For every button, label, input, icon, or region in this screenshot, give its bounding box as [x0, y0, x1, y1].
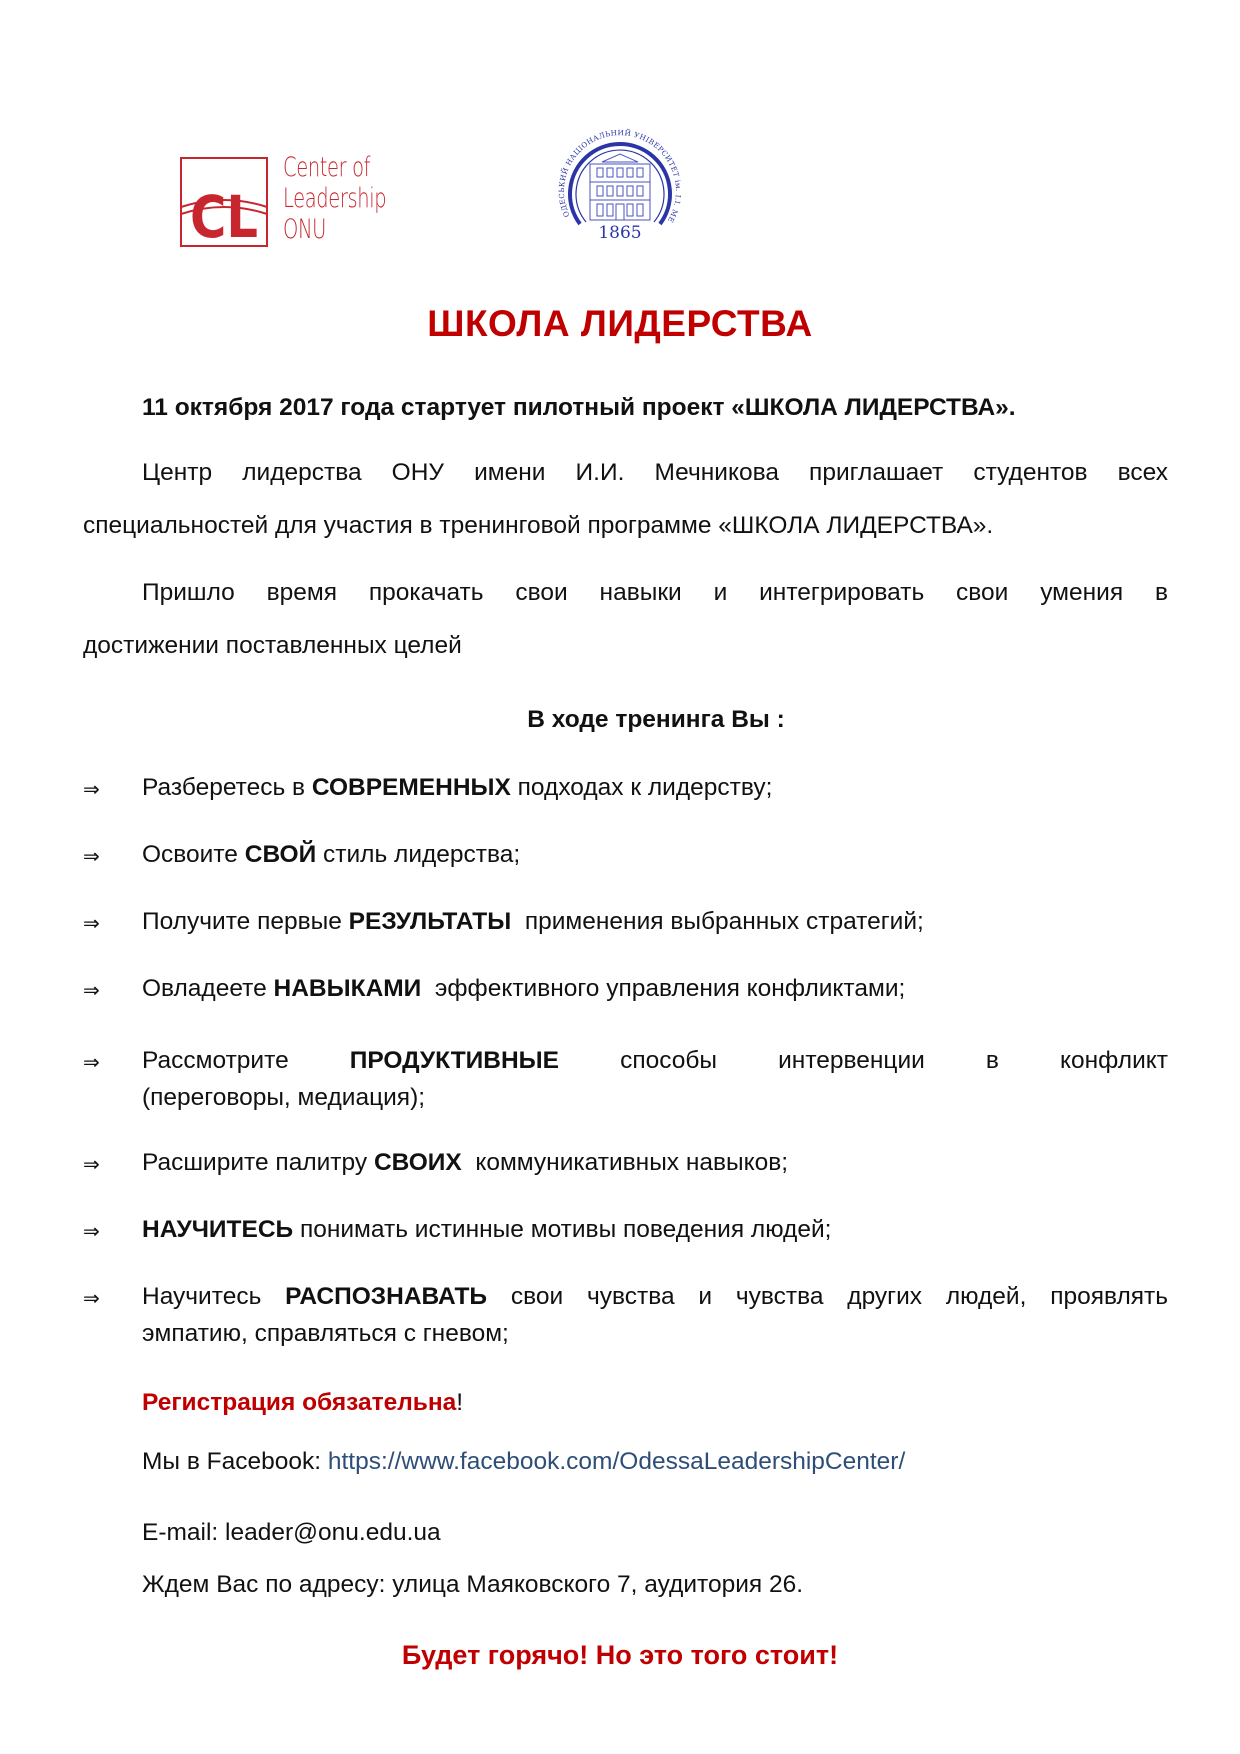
- paragraph-2-line-1: Пришло время прокачать свои навыки и интегрировать свои умения в: [142, 579, 1168, 606]
- cl-monogram-text: CL: [190, 183, 258, 249]
- list-heading: В ходе тренинга Вы :: [527, 706, 785, 733]
- address-line: Ждем Вас по адресу: улица Маяковского 7, аудитория 26.: [142, 1571, 804, 1598]
- list-item: Получите первые РЕЗУЛЬТАТЫ применения выбранных стратегий;: [142, 908, 924, 935]
- list-item: Расширите палитру СВОИХ коммуникативных навыков;: [142, 1149, 789, 1176]
- list-item-continuation: (переговоры, медиация);: [142, 1084, 426, 1111]
- closing-slogan: Будет горячо! Но это того стоит!: [401, 1640, 839, 1670]
- cl-logo-text: [283, 152, 386, 245]
- emphasis: НАУЧИТЕСЬ: [142, 1216, 294, 1243]
- arrow-bullet-icon: ⇒: [83, 844, 100, 868]
- document-title: ШКОЛА ЛИДЕРСТВА: [427, 303, 813, 344]
- paragraph-1-line-1: Центр лидерства ОНУ имени И.И. Мечникова приглашает студентов всех: [142, 459, 1168, 486]
- arrow-bullet-icon: ⇒: [83, 1286, 100, 1310]
- arrow-bullet-icon: ⇒: [83, 1152, 100, 1176]
- email-label: E-mail:: [142, 1519, 226, 1546]
- emphasis: СОВРЕМЕННЫХ: [311, 774, 511, 801]
- cl-logo-line-1: Center of: [283, 152, 371, 183]
- list-item: Разберетесь в СОВРЕМЕННЫХ подходах к лидерству;: [142, 774, 773, 801]
- emphasis: ПРОДУКТИВНЫЕ: [349, 1047, 559, 1074]
- arrow-bullet-icon: ⇒: [83, 978, 100, 1002]
- registration-required-text: Регистрация обязательна: [142, 1389, 457, 1416]
- seal-arc-text: ОДЕСЬКИЙ НАЦІОНАЛЬНИЙ УНІВЕРСИТЕТ ім. І.І. МЕ: [556, 128, 684, 225]
- university-seal-logo: [550, 112, 690, 267]
- facebook-link[interactable]: https://www.facebook.com/OdessaLeadershipCenter/: [327, 1448, 906, 1475]
- list-item-continuation: эмпатию, справляться с гневом;: [142, 1320, 509, 1347]
- email-line: [142, 1518, 441, 1548]
- arrow-bullet-icon: ⇒: [83, 1050, 100, 1074]
- emphasis: НАВЫКАМИ: [273, 975, 422, 1002]
- center-of-leadership-logo: [180, 157, 270, 254]
- list-item: Освоите СВОЙ стиль лидерства;: [142, 841, 521, 868]
- paragraph-1-line-2: специальностей для участия в тренинговой программе «ШКОЛА ЛИДЕРСТВА».: [83, 512, 994, 539]
- emphasis: СВОЙ: [244, 841, 317, 868]
- email-address: leader@onu.edu.ua: [225, 1519, 441, 1546]
- list-item: Рассмотрите ПРОДУКТИВНЫЕ способы интервенции в конфликт: [142, 1047, 1168, 1074]
- facebook-line: [142, 1447, 905, 1477]
- list-item: Научитесь РАСПОЗНАВАТЬ свои чувства и чувства других людей, проявлять: [142, 1283, 1169, 1310]
- arrow-bullet-icon: ⇒: [83, 911, 100, 935]
- paragraph-2-line-2: достижении поставленных целей: [83, 632, 462, 659]
- list-item: Овладеете НАВЫКАМИ эффективного управления конфликтами;: [142, 975, 906, 1002]
- university-seal-icon: [550, 112, 690, 262]
- seal-year: 1865: [598, 223, 642, 243]
- emphasis: РЕЗУЛЬТАТЫ: [348, 908, 512, 935]
- arrow-bullet-icon: ⇒: [83, 1219, 100, 1243]
- list-item: НАУЧИТЕСЬ понимать истинные мотивы поведения людей;: [142, 1216, 832, 1243]
- registration-notice: Регистрация обязательна!: [142, 1389, 464, 1416]
- emphasis: РАСПОЗНАВАТЬ: [285, 1283, 488, 1310]
- lead-paragraph: 11 октября 2017 года стартует пилотный проект «ШКОЛА ЛИДЕРСТВА».: [142, 394, 1016, 421]
- cl-logo-line-3: ONU: [283, 214, 326, 245]
- facebook-label: Мы в Facebook:: [142, 1448, 328, 1475]
- emphasis: СВОИХ: [373, 1149, 462, 1176]
- cl-logo-line-2: Leadership: [283, 183, 387, 214]
- cl-monogram-icon: [180, 157, 270, 249]
- arrow-bullet-icon: ⇒: [83, 777, 100, 801]
